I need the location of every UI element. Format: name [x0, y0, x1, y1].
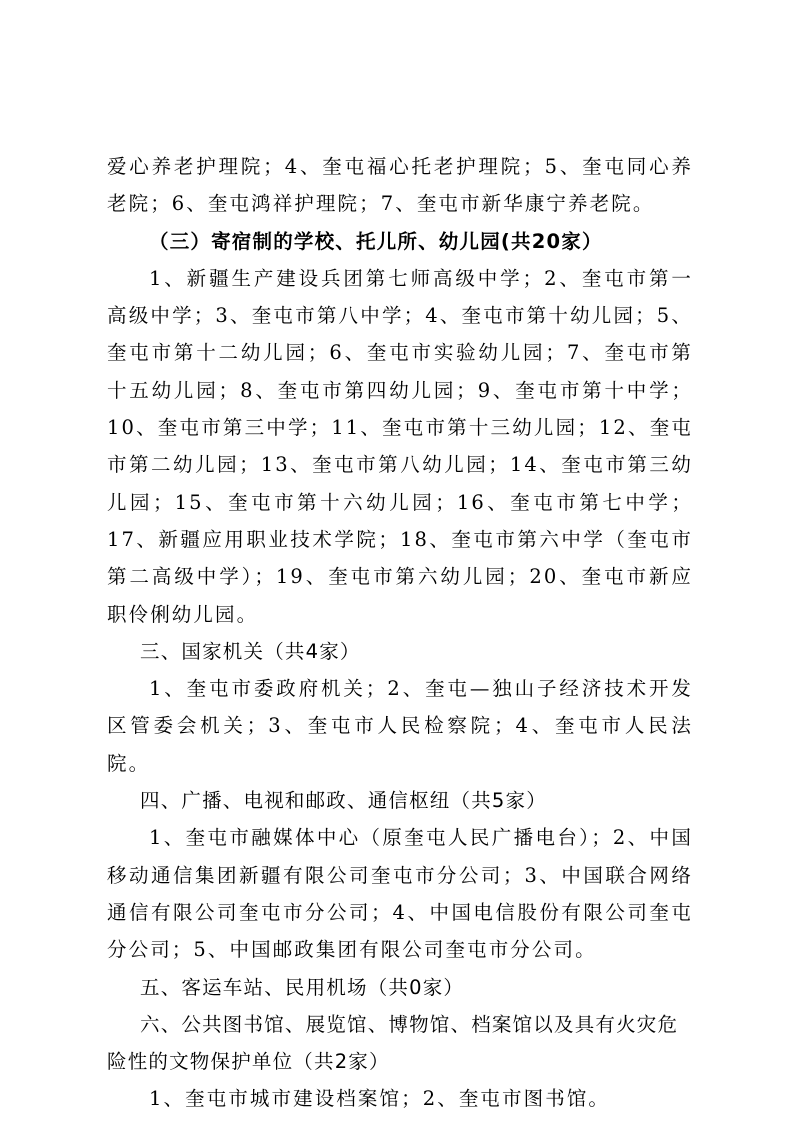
heading-boarding-schools: （三）寄宿制的学校、托儿所、幼儿园(共20家）	[149, 229, 603, 253]
paragraph-broadcast-telecom-list: 1、奎屯市融媒体中心（原奎屯人民广播电台）；2、中国移动通信集团新疆有限公司奎屯市分公司；3、中国联合网络通信有限公司奎屯市分公司；4、中国电信股份有限公司奎屯分公司；5、中国邮政集团有限公司奎屯市分公司。	[107, 826, 693, 962]
heading-libraries-museums: 六、公共图书馆、展览馆、博物馆、档案馆以及具有火灾危险性的文物保护单位（共2家）	[107, 1012, 679, 1074]
heading-transport-stations: 五、客运车站、民用机场（共0家）	[140, 975, 465, 999]
paragraph-libraries-list: 1、奎屯市城市建设档案馆；2、奎屯市图书馆。	[149, 1087, 611, 1111]
paragraph-boarding-schools-list: 1、新疆生产建设兵团第七师高级中学；2、奎屯市第一高级中学；3、奎屯市第八中学；4、奎屯市第十幼儿园；5、奎屯市第十二幼儿园；6、奎屯市实验幼儿园；7、奎屯市第十五幼儿园；8、奎屯市第四幼儿园；9、奎屯市第十中学；10、奎屯市第三中学；11、奎屯市第十三幼儿园；12、奎屯市第二幼儿园；13、奎屯市第八幼儿园；14、奎屯市第三幼儿园；15、奎屯市第十六幼儿园；16、奎屯市第七中学；17、新疆应用职业技术学院；18、奎屯市第六中学（奎屯市第二高级中学）；19、奎屯市第六幼儿园；20、奎屯市新应职伶俐幼儿园。	[107, 266, 693, 626]
heading-broadcast-telecom: 四、广播、电视和邮政、通信枢纽（共5家）	[140, 789, 547, 813]
heading-state-organs: 三、国家机关（共4家）	[140, 639, 361, 663]
paragraph-elderly-care-continued: 爱心养老护理院；4、奎屯福心托老护理院；5、奎屯同心养老院；6、奎屯鸿祥护理院；7、奎屯市新华康宁养老院。	[107, 155, 693, 216]
paragraph-state-organs-list: 1、奎屯市委政府机关；2、奎屯—独山子经济技术开发区管委会机关；3、奎屯市人民检察院；4、奎屯市人民法院。	[107, 677, 693, 775]
